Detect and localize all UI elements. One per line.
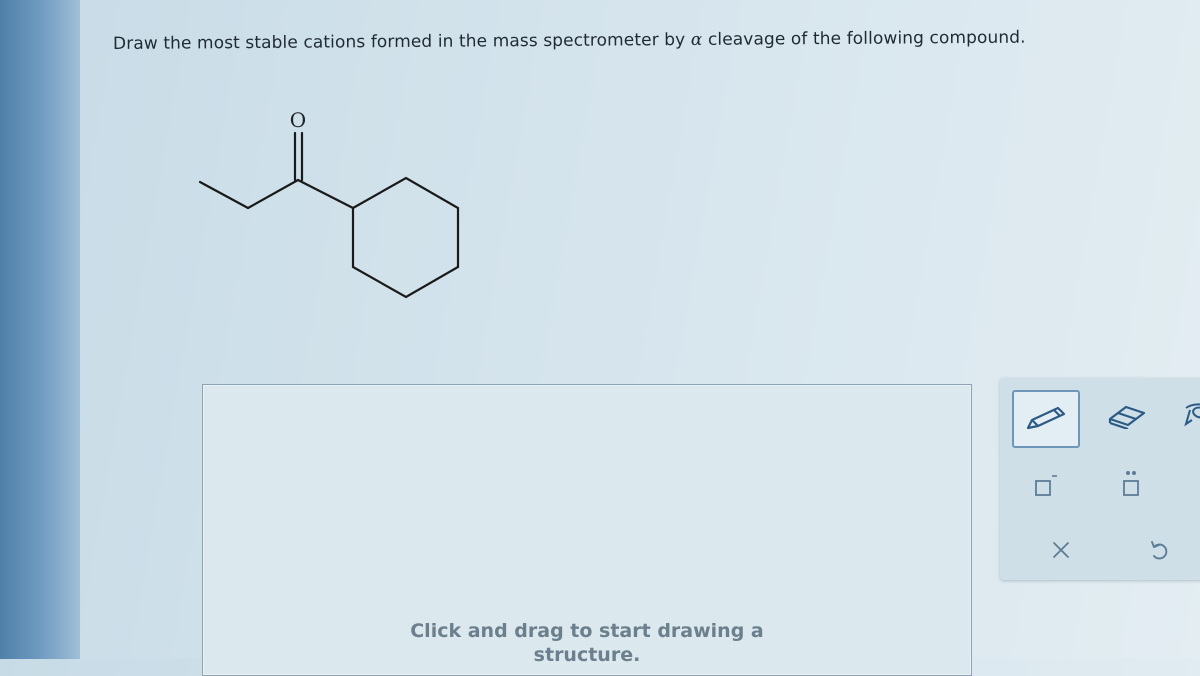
charge-tool[interactable] (1022, 466, 1068, 506)
lone-pair-box-icon (1118, 469, 1144, 499)
eraser-icon (1106, 403, 1148, 429)
ring-attach-bond (298, 180, 353, 208)
question-text-end: cleavage of the following compound. (702, 27, 1026, 50)
undo-icon (1148, 539, 1170, 561)
drawing-hint-line2: structure. (533, 644, 641, 666)
cyclohexane-ring (353, 178, 458, 297)
screen-left-edge (0, 0, 80, 659)
pencil-tool[interactable] (1012, 390, 1080, 448)
close-icon (1051, 540, 1071, 560)
drawing-hint (203, 619, 971, 667)
undo-button[interactable] (1136, 530, 1182, 570)
drawing-hint-line1: Click and drag to start drawing a (410, 620, 764, 642)
lasso-icon (1180, 402, 1200, 430)
charge-box-icon (1030, 473, 1060, 499)
drawing-canvas[interactable] (202, 384, 972, 676)
molecule-structure (190, 100, 480, 310)
question-text-start: Draw the most stable cations formed in the mass spectrometer by (112, 29, 691, 54)
alpha-symbol: α (690, 29, 703, 50)
ethyl-bond-1 (200, 182, 248, 208)
lone-pair-tool[interactable] (1108, 462, 1154, 506)
drawing-toolbar (1000, 378, 1200, 580)
oxygen-label: O (289, 108, 307, 132)
lasso-tool[interactable] (1180, 396, 1200, 436)
pencil-icon (1024, 406, 1068, 432)
ethyl-bond-2 (248, 180, 298, 208)
clear-button[interactable] (1038, 530, 1084, 570)
question-text (113, 27, 1113, 54)
eraser-tool[interactable] (1102, 396, 1152, 436)
